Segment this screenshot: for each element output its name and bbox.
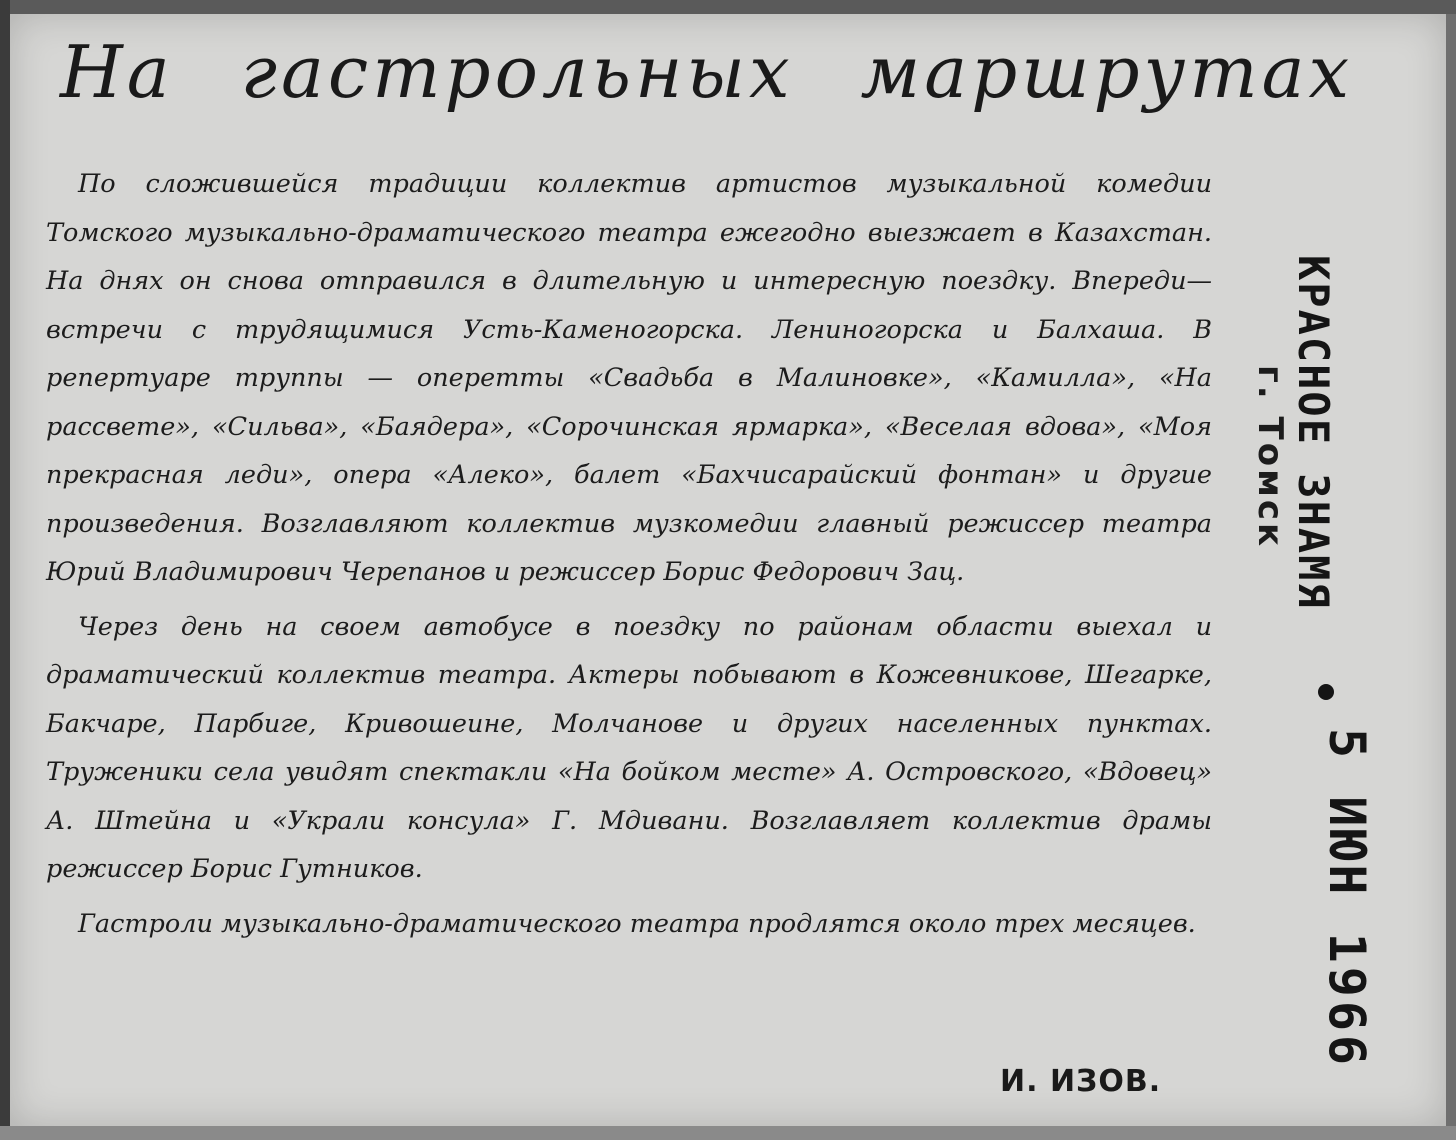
stamp-newspaper-name: КРАСНОЕ ЗНАМЯ (1289, 255, 1338, 610)
article-paragraph-2: Через день на своем автобусе в поездку по районам области выехал и драматический коллектив театра. Актеры побывают в Кожевникове, Шегарке, Бакчаре, Парбиге, Кривошеине, Молчанове и других населенных пунктах. Труженики села увидят спектакли «На бойком месте» А. Островского, «Вдовец» А. Штейна и «Украли консула» Г. Мдивани. Возглавляет коллектив драмы режиссер Борис Гутников. (46, 611, 1212, 884)
article-paragraph-3: Гастроли музыкально-драматического театра продлятся около трех месяцев. (78, 908, 1196, 939)
article-author: И. ИЗОВ. (1000, 1064, 1162, 1099)
stamp-city: г. Томск (1250, 365, 1290, 550)
scan-top-edge (0, 0, 1456, 14)
scan-left-edge (0, 0, 10, 1140)
article-body (46, 160, 1212, 954)
scan-bottom-edge (0, 1126, 1456, 1140)
article-paragraph-1: По сложившейся традиции коллектив артистов музыкальной комедии Томского музыкально-драматического театра ежегодно выезжает в Казахстан. На днях он снова отправился в длительную и интересную поездку. Впереди—встречи с трудящимися Усть-Каменогорска. Лениногорска и Балхаша. В репертуаре труппы — оперетты «Свадьба в Малиновке», «Камилла», «На рассвете», «Сильва», «Баядера», «Сорочинская ярмарка», «Веселая вдова», «Моя прекрасная леди», опера «Алеко», балет «Бахчисарайский фонтан» и другие произведения. Возглавляют коллектив музкомедии главный режиссер театра Юрий Владимирович Черепанов и режиссер Борис Федорович Зац. (46, 169, 1212, 587)
article-headline: На гастрольных маршрутах (60, 30, 1354, 114)
stamp-date: 5 ИЮН 1966 (1318, 728, 1376, 1070)
stamp-separator-dot (1318, 684, 1334, 700)
